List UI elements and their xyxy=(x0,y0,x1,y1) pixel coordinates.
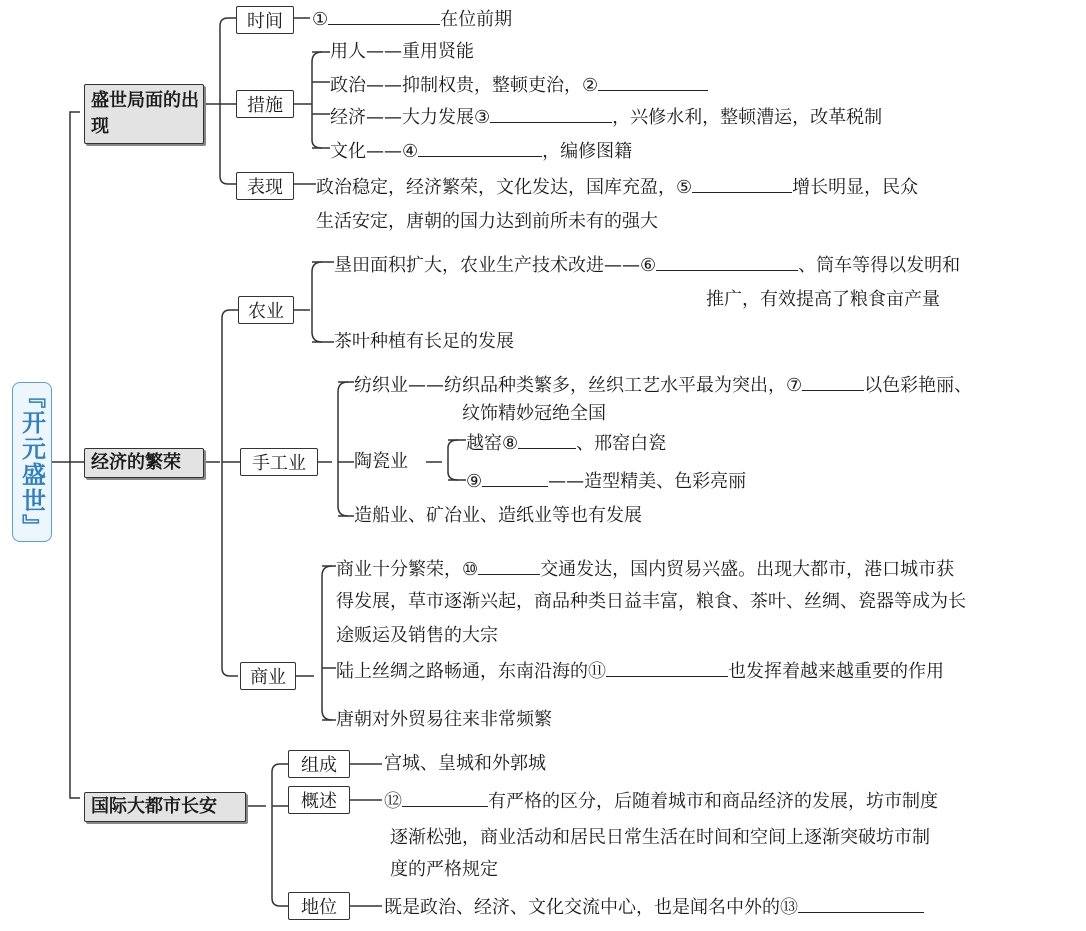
craft-yue-kiln: 越窑⑧ 、邢窑白瓷 xyxy=(466,428,666,456)
agri-item1-line2: 推广，有效提高了粮食亩产量 xyxy=(706,289,940,310)
measure-culture: 文化——④ ，编修图籍 xyxy=(330,136,632,164)
craft-ceramics: 陶瓷业 xyxy=(354,451,408,472)
agri-item2: 茶叶种植有长足的发展 xyxy=(334,331,514,352)
time-text: ① 在位前期 xyxy=(312,4,512,32)
overview-line3: 度的严格规定 xyxy=(390,859,498,880)
overview-line2: 逐渐松弛，商业活动和居民日常生活在时间和空间上逐渐突破坊市制 xyxy=(390,827,930,848)
node-performance: 表现 xyxy=(236,172,294,200)
craft-textile: 纺织业——纺织品种类繁多，丝织工艺水平最为突出，⑦ 以色彩艳丽、 xyxy=(354,370,972,398)
agri-item1: 垦田面积扩大，农业生产技术改进——⑥ 、筒车等得以发明和 xyxy=(334,250,960,278)
node-commerce: 商业 xyxy=(240,662,296,690)
status-text: 既是政治、经济、文化交流中心，也是闻名中外的⑬ xyxy=(384,892,924,920)
node-overview: 概述 xyxy=(288,786,350,814)
node-measures: 措施 xyxy=(236,90,294,118)
measure-economy: 经济——大力发展③ ，兴修水利，整顿漕运，改革税制 xyxy=(330,102,882,130)
overview-line1: ⑫ 有严格的区分，后随着城市和商品经济的发展，坊市制度 xyxy=(384,786,938,814)
craft-tang-sancai: ⑨ ——造型精美、色彩亮丽 xyxy=(466,466,746,494)
performance-line1: 政治稳定，经济繁荣，文化发达，国库充盈，⑤ 增长明显，民众 xyxy=(316,172,918,200)
node-status: 地位 xyxy=(288,892,350,920)
section-rise: 盛世局面的出现 xyxy=(84,84,204,144)
node-time: 时间 xyxy=(236,6,294,34)
commerce-line2: 得发展，草市逐渐兴起，商品种类日益丰富，粮食、茶叶、丝绸、瓷器等成为长 xyxy=(336,591,966,612)
node-agriculture: 农业 xyxy=(238,296,294,324)
root-node: 『开元盛世』 xyxy=(12,382,52,542)
measure-people: 用人——重用贤能 xyxy=(330,41,474,62)
measure-politics: 政治——抑制权贵，整顿吏治，② xyxy=(330,70,708,98)
commerce-foreign-trade: 唐朝对外贸易往来非常频繁 xyxy=(336,709,552,730)
node-composition: 组成 xyxy=(288,750,350,778)
commerce-line1: 商业十分繁荣，⑩ 交通发达，国内贸易兴盛。出现大都市，港口城市获 xyxy=(336,554,954,582)
composition-text: 宫城、皇城和外郭城 xyxy=(384,753,546,774)
craft-other: 造船业、矿冶业、造纸业等也有发展 xyxy=(354,505,642,526)
commerce-line3: 途贩运及销售的大宗 xyxy=(336,625,498,646)
section-changan: 国际大都市长安 xyxy=(84,792,246,822)
craft-textile-line2: 纹饰精妙冠绝全国 xyxy=(462,403,606,424)
performance-line2: 生活安定，唐朝的国力达到前所未有的强大 xyxy=(316,211,658,232)
commerce-silk-road: 陆上丝绸之路畅通，东南沿海的⑪ 也发挥着越来越重要的作用 xyxy=(336,656,944,684)
node-handicraft: 手工业 xyxy=(240,448,318,476)
section-economy: 经济的繁荣 xyxy=(84,448,204,478)
